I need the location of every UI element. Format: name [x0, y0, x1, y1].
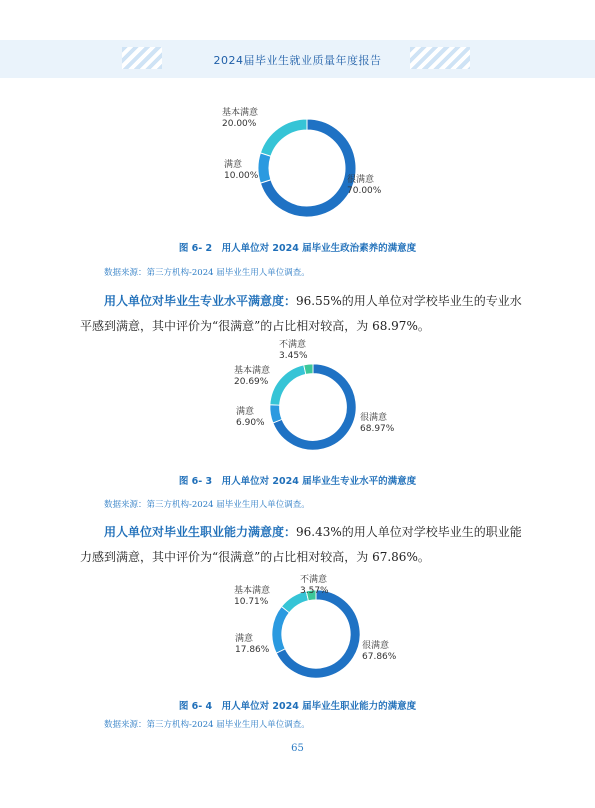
label-satisfied: [236, 407, 265, 429]
donut-svg: [269, 363, 357, 451]
label-dissatisfied: [300, 575, 329, 597]
paragraph-lead: 用人单位对毕业生专业水平满意度：: [104, 294, 297, 308]
label-name: 很满意: [347, 175, 375, 185]
page-number: 65: [291, 743, 304, 754]
label-name: 很满意: [362, 641, 390, 651]
label-name: 很满意: [360, 413, 388, 423]
paragraph-line-1: [80, 289, 520, 314]
donut-slice-基本满意: [260, 119, 307, 156]
label-value: 20.69%: [234, 377, 269, 387]
data-source: 数据来源：第三方机构-2024 届毕业生用人单位调查。: [104, 500, 310, 510]
paragraph-text: 96.43%的用人单位对学校毕业生的职业能: [296, 525, 522, 539]
label-name: 不满意: [279, 340, 307, 350]
label-value: 10.00%: [224, 171, 259, 181]
donut-slice-满意: [270, 405, 282, 423]
label-basically-satisfied: [222, 108, 262, 130]
label-value: 67.86%: [362, 652, 397, 662]
label-value: 17.86%: [235, 645, 270, 655]
label-value: 3.45%: [279, 351, 308, 361]
label-value: 6.90%: [236, 418, 265, 428]
label-satisfied: [224, 160, 258, 182]
label-very-satisfied: [362, 641, 396, 663]
label-value: 3.57%: [300, 586, 329, 596]
donut-slice-满意: [258, 153, 271, 183]
label-name: 基本满意: [234, 366, 271, 376]
donut-svg: [257, 118, 357, 218]
label-very-satisfied: [360, 413, 394, 435]
label-value: 70.00%: [347, 186, 382, 196]
paragraph-line-2: 平感到满意，其中评价为“很满意”的占比相对较高，为 68.97%。: [80, 319, 430, 333]
donut-svg: [271, 589, 361, 679]
donut-slice-满意: [272, 606, 289, 653]
figure-caption: 图 6- 4 用人单位对 2024 届毕业生职业能力的满意度: [178, 701, 417, 712]
report-title: 2024届毕业生就业质量年度报告: [213, 54, 382, 67]
donut-chart-political: [257, 118, 357, 222]
label-very-satisfied: [347, 175, 381, 197]
data-source: 数据来源：第三方机构-2024 届毕业生用人单位调查。: [104, 268, 310, 278]
label-value: 68.97%: [360, 424, 395, 434]
paragraph-lead: 用人单位对毕业生职业能力满意度：: [104, 525, 297, 539]
label-basically-satisfied: [234, 586, 270, 608]
label-value: 10.71%: [234, 597, 269, 607]
label-name: 不满意: [300, 575, 328, 585]
label-name: 满意: [235, 634, 254, 644]
label-name: 满意: [236, 407, 255, 417]
label-value: 20.00%: [222, 119, 257, 129]
paragraph-vocational-ability: [80, 520, 520, 570]
paragraph-professional-level: [80, 289, 520, 339]
donut-slice-基本满意: [270, 365, 306, 405]
paragraph-line-1: [80, 520, 520, 545]
donut-chart-vocational: [271, 589, 361, 683]
donut-slice-不满意: [304, 364, 313, 374]
paragraph-text: 96.55%的用人单位对学校毕业生的专业水: [296, 294, 522, 308]
data-source: 数据来源：第三方机构-2024 届毕业生用人单位调查。: [104, 720, 310, 730]
paragraph-line-2: 力感到满意，其中评价为“很满意”的占比相对较高，为 67.86%。: [80, 550, 430, 564]
label-satisfied: [235, 634, 269, 656]
figure-caption: 图 6- 3 用人单位对 2024 届毕业生专业水平的满意度: [178, 476, 417, 487]
donut-chart-professional: [269, 363, 357, 455]
label-name: 基本满意: [222, 108, 259, 118]
label-name: 基本满意: [234, 586, 271, 596]
figure-caption: 图 6- 2 用人单位对 2024 届毕业生政治素养的满意度: [178, 243, 417, 254]
label-basically-satisfied: [234, 366, 270, 388]
label-name: 满意: [224, 160, 243, 170]
label-dissatisfied: [279, 340, 308, 362]
